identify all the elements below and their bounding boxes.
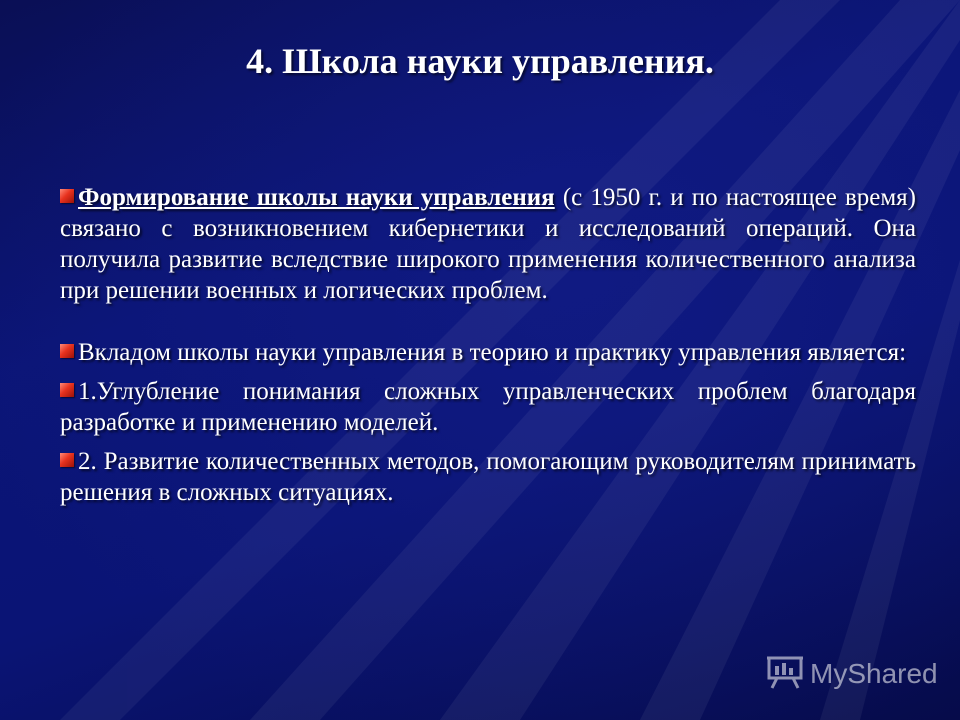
slide-body [60,182,916,508]
watermark-text: MyShared [810,658,938,689]
watermark [766,654,941,694]
paragraph-formation [60,182,916,306]
paragraph-contribution [60,337,916,368]
item-1-text: 1.Углубление понимания сложных управленческих проблем благодаря разработке и применению моделей. [60,378,916,436]
formation-heading: Формирование школы науки управления [78,184,555,211]
square-bullet-icon [60,344,74,358]
square-bullet-icon [60,189,74,203]
formation-text: (с 1950 г. и по настоящее время) связано с возникновением кибернетики и исследований операций. Она получила развитие вследствие широкого применения количественного анализа при решении военных и логических проблем. [60,184,916,304]
square-bullet-icon [60,383,74,397]
presentation-board-icon [766,654,804,695]
slide-title: 4. Школа науки управления. [246,41,714,81]
paragraph-item-2 [60,446,916,508]
contribution-text: Вкладом школы науки управления в теорию и практику управления является: [78,339,907,366]
paragraph-item-1 [60,376,916,438]
square-bullet-icon [60,453,74,467]
item-2-text: 2. Развитие количественных методов, помогающим руководителям принимать решения в сложных ситуациях. [60,448,916,506]
